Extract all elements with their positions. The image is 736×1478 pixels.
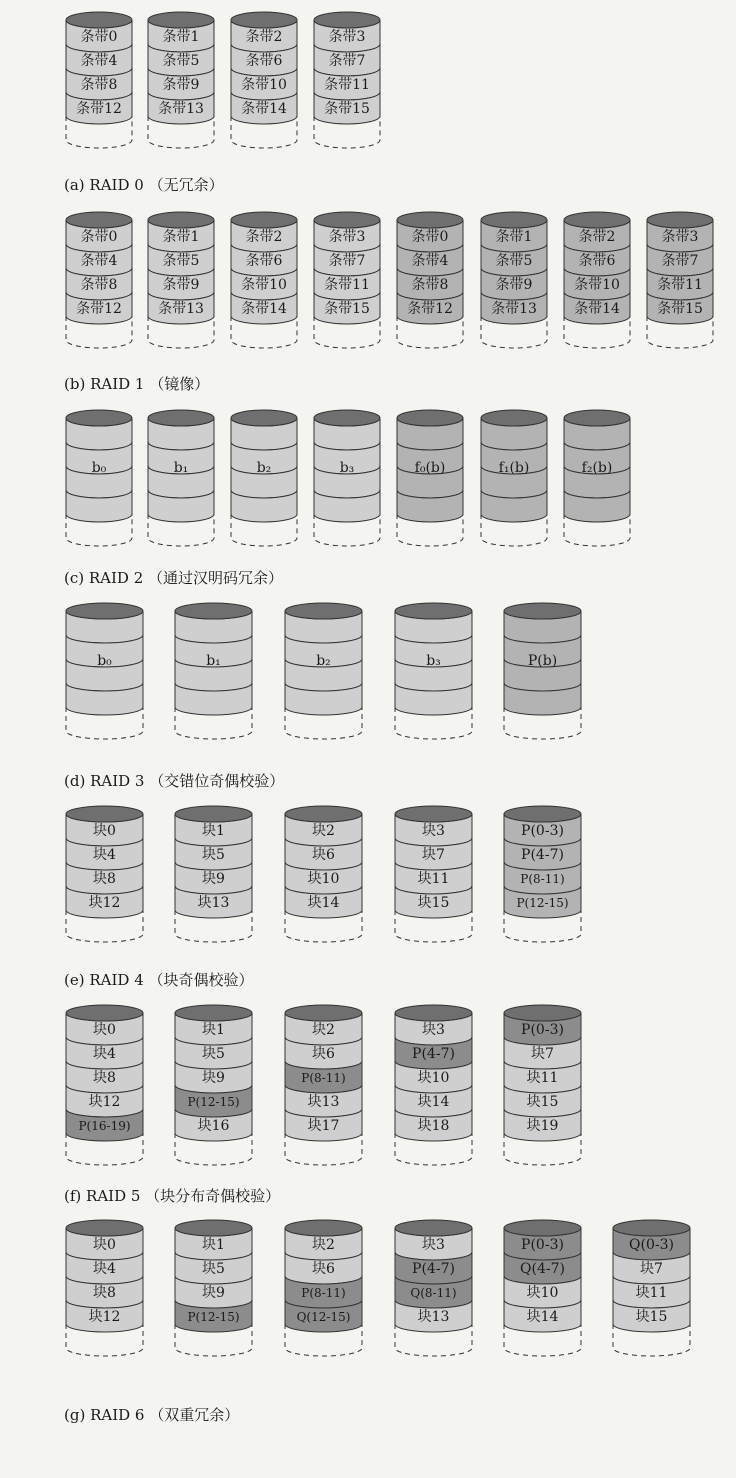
disk-cylinder <box>395 1220 472 1356</box>
strip-label: 条带10 <box>241 77 287 93</box>
raid-section <box>64 806 581 989</box>
strip-label: 块14 <box>526 1309 559 1325</box>
disk-cylinder <box>397 212 463 348</box>
strip-label: 块14 <box>417 1094 450 1110</box>
strip-label: 块1 <box>202 1237 225 1253</box>
strip-label: 块13 <box>307 1094 340 1110</box>
disk-top <box>613 1220 690 1236</box>
raid-section <box>64 1005 581 1205</box>
strip-label: 块10 <box>417 1070 450 1086</box>
strip-label: 条带9 <box>162 277 200 293</box>
strip-label: 块1 <box>202 1022 225 1038</box>
disk-top <box>395 1220 472 1236</box>
disk-top <box>66 212 132 228</box>
section-caption: (a) RAID 0 （无冗余） <box>64 176 224 194</box>
strip-label: 块2 <box>312 823 335 839</box>
disk-top <box>504 806 581 822</box>
strip-label: 块8 <box>93 871 116 887</box>
strip-label: 条带15 <box>657 301 703 317</box>
strip-label: P(8-11) <box>520 872 565 886</box>
strip-label: 块15 <box>417 895 450 911</box>
disk-cylinder <box>285 806 362 942</box>
disk-top <box>285 1005 362 1021</box>
strip-label: 块0 <box>93 1022 116 1038</box>
strip-label: 块0 <box>93 823 116 839</box>
strip-label: 条带9 <box>495 277 533 293</box>
strip-label: 条带8 <box>80 277 118 293</box>
strip-label: P(8-11) <box>301 1071 346 1085</box>
disk-top <box>564 212 630 228</box>
strip-label: P(8-11) <box>301 1286 346 1300</box>
disk-cylinder <box>66 806 143 942</box>
disk-cylinder <box>175 1005 252 1165</box>
disk-top <box>285 603 362 619</box>
raid-section <box>64 212 713 393</box>
strip-label: 块12 <box>88 895 121 911</box>
strip-label: 条带12 <box>407 301 453 317</box>
strip-label: 块18 <box>417 1118 450 1134</box>
strip-label: 块9 <box>202 1070 225 1086</box>
disk-label: b₂ <box>316 653 331 669</box>
disk-label: b₃ <box>339 460 355 476</box>
disk-top <box>175 806 252 822</box>
strip-label: P(12-15) <box>516 896 569 910</box>
strip-label: 条带14 <box>241 101 287 117</box>
disk-top <box>397 410 463 426</box>
strip-label: 块6 <box>312 1046 335 1062</box>
disk-cylinder <box>314 212 380 348</box>
section-caption: (b) RAID 1 （镜像） <box>64 375 210 393</box>
disk-cylinder <box>647 212 713 348</box>
strip-label: 条带9 <box>162 77 200 93</box>
strip-label: 条带8 <box>411 277 449 293</box>
disk-cylinder <box>314 410 380 546</box>
strip-label: 条带12 <box>76 101 122 117</box>
strip-label: 条带15 <box>324 301 370 317</box>
strip-label: P(0-3) <box>521 1237 564 1253</box>
disk-cylinder <box>395 806 472 942</box>
disk-cylinder <box>148 12 214 148</box>
strip-label: 块5 <box>202 1046 225 1062</box>
strip-label: 条带2 <box>245 229 283 245</box>
disk-top <box>481 410 547 426</box>
strip-label: 条带7 <box>328 253 366 269</box>
disk-top <box>395 1005 472 1021</box>
disk-label: f₂(b) <box>581 460 613 476</box>
disk-top <box>175 1005 252 1021</box>
strip-label: 条带0 <box>80 229 118 245</box>
disk-top <box>231 410 297 426</box>
disk-cylinder <box>395 1005 472 1165</box>
disk-cylinder <box>175 806 252 942</box>
disk-cylinder <box>231 12 297 148</box>
strip-label: 块9 <box>202 1285 225 1301</box>
strip-label: 条带2 <box>245 29 283 45</box>
disk-top <box>66 1220 143 1236</box>
disk-cylinder <box>175 1220 252 1356</box>
strip-label: 块14 <box>307 895 340 911</box>
section-caption: (g) RAID 6 （双重冗余） <box>64 1406 240 1424</box>
strip-label: 条带5 <box>495 253 533 269</box>
strip-label: 条带11 <box>324 77 370 93</box>
disk-cylinder <box>175 603 252 739</box>
disk-top <box>395 806 472 822</box>
strip-label: 条带4 <box>80 253 118 269</box>
disk-top <box>285 806 362 822</box>
disk-cylinder <box>314 12 380 148</box>
disk-top <box>148 212 214 228</box>
strip-label: 块15 <box>526 1094 559 1110</box>
strip-label: P(4-7) <box>412 1046 455 1062</box>
disk-top <box>504 1005 581 1021</box>
disk-cylinder <box>231 410 297 546</box>
raid-section <box>64 1220 690 1424</box>
strip-label: 块3 <box>422 823 445 839</box>
strip-label: 条带12 <box>76 301 122 317</box>
strip-label: 条带4 <box>411 253 449 269</box>
disk-cylinder <box>285 1005 362 1165</box>
strip-label: 块1 <box>202 823 225 839</box>
strip-label: 块12 <box>88 1094 121 1110</box>
strip-label: 条带15 <box>324 101 370 117</box>
strip-label: Q(12-15) <box>296 1310 351 1324</box>
disk-cylinder <box>564 410 630 546</box>
disk-top <box>66 1005 143 1021</box>
disk-cylinder <box>504 1005 581 1165</box>
strip-label: P(12-15) <box>187 1310 240 1324</box>
strip-label: 块13 <box>197 895 230 911</box>
strip-label: 块12 <box>88 1309 121 1325</box>
disk-cylinder <box>481 410 547 546</box>
strip-label: 条带6 <box>245 53 283 69</box>
disk-top <box>504 1220 581 1236</box>
strip-label: 条带11 <box>657 277 703 293</box>
disk-top <box>314 410 380 426</box>
disk-top <box>66 603 143 619</box>
section-caption: (f) RAID 5 （块分布奇偶校验） <box>64 1187 281 1205</box>
strip-label: 块2 <box>312 1022 335 1038</box>
disk-cylinder <box>66 1220 143 1356</box>
disk-top <box>231 12 297 28</box>
strip-label: 条带5 <box>162 253 200 269</box>
strip-label: 条带4 <box>80 53 118 69</box>
strip-label: 条带8 <box>80 77 118 93</box>
strip-label: 块10 <box>526 1285 559 1301</box>
disk-label: b₂ <box>256 460 272 476</box>
strip-label: 条带1 <box>162 29 200 45</box>
disk-cylinder <box>66 212 132 348</box>
strip-label: P(16-19) <box>78 1119 131 1133</box>
strip-label: 条带3 <box>328 229 366 245</box>
strip-label: 块16 <box>197 1118 230 1134</box>
strip-label: 块4 <box>93 1046 116 1062</box>
strip-label: 条带3 <box>661 229 699 245</box>
strip-label: 块5 <box>202 847 225 863</box>
disk-top <box>66 12 132 28</box>
disk-cylinder <box>504 1220 581 1356</box>
strip-label: 条带0 <box>411 229 449 245</box>
disk-top <box>231 212 297 228</box>
disk-top <box>647 212 713 228</box>
strip-label: 条带6 <box>245 253 283 269</box>
strip-label: 条带10 <box>241 277 287 293</box>
disk-cylinder <box>564 212 630 348</box>
strip-label: 条带2 <box>578 229 616 245</box>
strip-label: 块11 <box>417 871 450 887</box>
disk-cylinder <box>504 603 581 739</box>
disk-cylinder <box>66 410 132 546</box>
disk-cylinder <box>66 12 132 148</box>
strip-label: 块11 <box>526 1070 559 1086</box>
disk-cylinder <box>148 410 214 546</box>
disk-top <box>175 1220 252 1236</box>
disk-top <box>395 603 472 619</box>
strip-label: Q(8-11) <box>410 1286 457 1300</box>
disk-cylinder <box>66 1005 143 1165</box>
section-caption: (d) RAID 3 （交错位奇偶校验） <box>64 772 285 790</box>
strip-label: 条带7 <box>661 253 699 269</box>
strip-label: 条带6 <box>578 253 616 269</box>
disk-top <box>148 410 214 426</box>
strip-label: 条带13 <box>491 301 537 317</box>
strip-label: 块0 <box>93 1237 116 1253</box>
strip-label: P(0-3) <box>521 823 564 839</box>
strip-label: P(0-3) <box>521 1022 564 1038</box>
strip-label: 条带3 <box>328 29 366 45</box>
strip-label: 块5 <box>202 1261 225 1277</box>
section-caption: (e) RAID 4 （块奇偶校验） <box>64 971 254 989</box>
strip-label: 条带14 <box>574 301 620 317</box>
disk-label: b₁ <box>173 460 189 476</box>
raid-section <box>64 12 380 194</box>
disk-cylinder <box>285 603 362 739</box>
strip-label: 块8 <box>93 1285 116 1301</box>
strip-label: 块4 <box>93 1261 116 1277</box>
strip-label: 块6 <box>312 1261 335 1277</box>
disk-label: b₀ <box>91 460 107 476</box>
raid-section <box>64 410 630 587</box>
strip-label: 块8 <box>93 1070 116 1086</box>
disk-label: b₁ <box>206 653 221 669</box>
strip-label: 块3 <box>422 1022 445 1038</box>
disk-top <box>397 212 463 228</box>
strip-label: 条带10 <box>574 277 620 293</box>
disk-label: f₀(b) <box>414 460 446 476</box>
disk-top <box>66 410 132 426</box>
strip-label: 块2 <box>312 1237 335 1253</box>
section-caption: (c) RAID 2 （通过汉明码冗余） <box>64 569 284 587</box>
strip-label: 块15 <box>635 1309 668 1325</box>
disk-cylinder <box>481 212 547 348</box>
strip-label: 块6 <box>312 847 335 863</box>
strip-label: 条带13 <box>158 101 204 117</box>
raid-section <box>64 603 581 790</box>
disk-top <box>175 603 252 619</box>
strip-label: P(4-7) <box>412 1261 455 1277</box>
strip-label: 条带7 <box>328 53 366 69</box>
strip-label: 块3 <box>422 1237 445 1253</box>
strip-label: 块13 <box>417 1309 450 1325</box>
disk-top <box>564 410 630 426</box>
strip-label: 块7 <box>422 847 445 863</box>
strip-label: 条带14 <box>241 301 287 317</box>
strip-label: 块7 <box>531 1046 554 1062</box>
disk-cylinder <box>66 603 143 739</box>
disk-top <box>504 603 581 619</box>
strip-label: 条带11 <box>324 277 370 293</box>
disk-cylinder <box>395 603 472 739</box>
strip-label: 条带0 <box>80 29 118 45</box>
strip-label: 条带1 <box>162 229 200 245</box>
disk-cylinder <box>231 212 297 348</box>
strip-label: 条带13 <box>158 301 204 317</box>
strip-label: 块4 <box>93 847 116 863</box>
strip-label: P(12-15) <box>187 1095 240 1109</box>
strip-label: Q(0-3) <box>629 1237 674 1253</box>
disk-cylinder <box>397 410 463 546</box>
disk-cylinder <box>285 1220 362 1356</box>
strip-label: 块17 <box>307 1118 340 1134</box>
strip-label: 块7 <box>640 1261 663 1277</box>
strip-label: P(4-7) <box>521 847 564 863</box>
strip-label: Q(4-7) <box>520 1261 565 1277</box>
disk-cylinder <box>613 1220 690 1356</box>
disk-label: b₃ <box>426 653 441 669</box>
strip-label: 块9 <box>202 871 225 887</box>
disk-top <box>314 12 380 28</box>
strip-label: 块19 <box>526 1118 559 1134</box>
disk-top <box>314 212 380 228</box>
strip-label: 条带1 <box>495 229 533 245</box>
disk-top <box>285 1220 362 1236</box>
strip-label: 条带5 <box>162 53 200 69</box>
disk-label: f₁(b) <box>498 460 530 476</box>
disk-cylinder <box>504 806 581 942</box>
disk-cylinder <box>148 212 214 348</box>
disk-label: P(b) <box>527 653 558 669</box>
strip-label: 块11 <box>635 1285 668 1301</box>
disk-top <box>148 12 214 28</box>
disk-top <box>481 212 547 228</box>
disk-label: b₀ <box>97 653 112 669</box>
strip-label: 块10 <box>307 871 340 887</box>
disk-top <box>66 806 143 822</box>
